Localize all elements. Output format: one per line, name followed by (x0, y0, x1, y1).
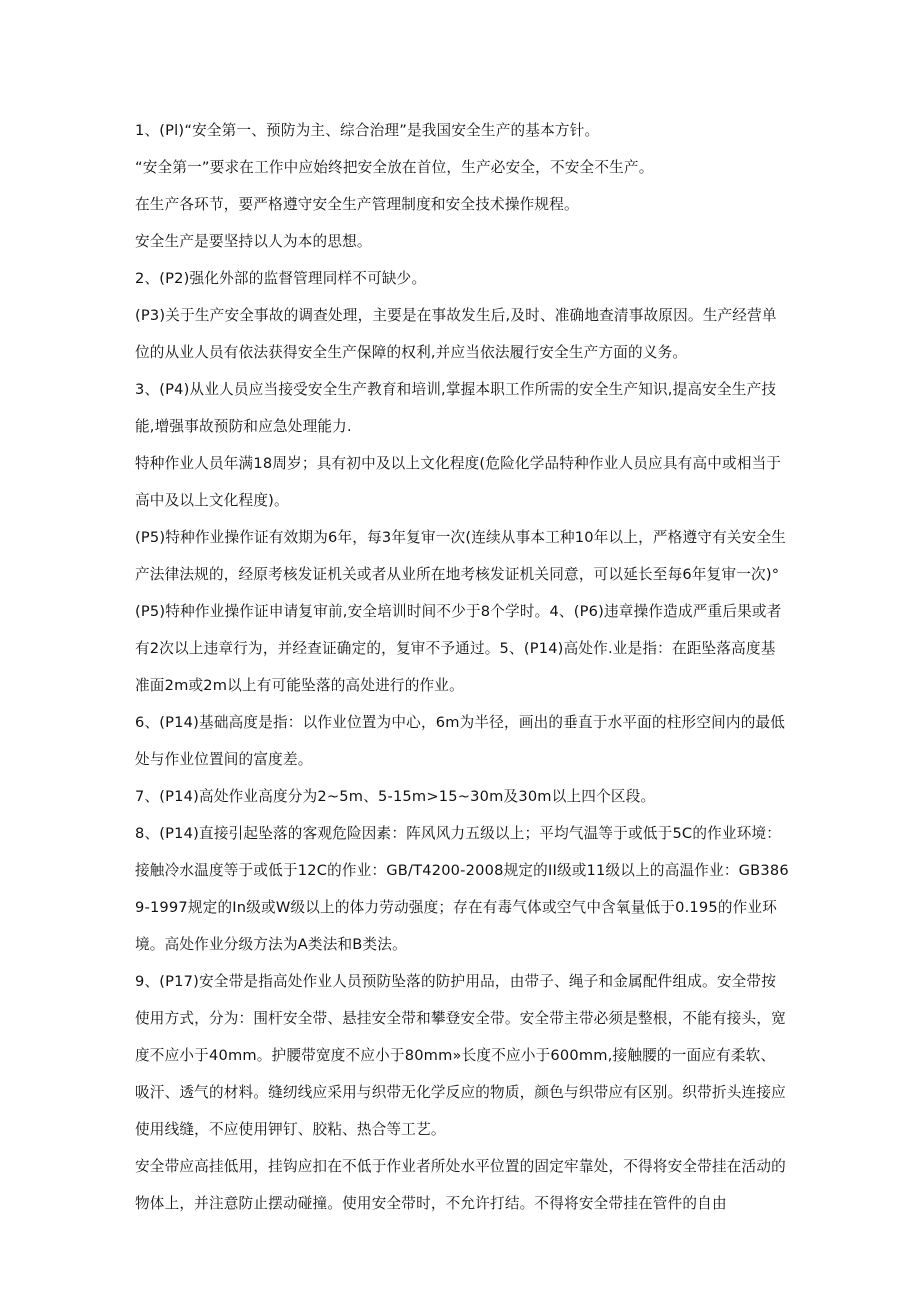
paragraph-10: 6、(P14)基础高度是指：以作业位置为中心，6m为半径，画出的垂直于水平面的柱形空间内的最低处与作业位置间的富度差。 (135, 714, 786, 768)
paragraph-5: 2、(P2)强化外部的监督管理同样不可缺少。 (135, 270, 427, 287)
paragraph-12: 8、(P14)直接引起坠落的客观危险因素：阵风风力五级以上；平均气温等于或低于5C的作业环境：接触冷水温度等于或低于12C的作业：GB/T4200-2008规定的II级或11级以上的高温作业：GB3869-1997规定的In级或W级以上的体力劳动强度；存在有毒气体或空气中含氧量低于0.195的作业环境。高处作业分级方法为A类法和B类法。 (135, 825, 789, 953)
paragraph-4: 安全生产是要坚持以人为本的思想。 (135, 233, 372, 250)
paragraph-3: 在生产各环节，要严格遵守安全生产管理制度和安全技术操作规程。 (135, 196, 579, 213)
paragraph-11: 7、(P14)高处作业高度分为2~5m、5-15m>15~30m及30m以上四个区段。 (135, 788, 656, 805)
paragraph-6: (P3)关于生产安全事故的调查处理，主要是在事故发生后,及时、准确地查清事故原因。生产经营单位的从业人员有依法获得安全生产保障的权利,并应当依法履行安全生产方面的义务。 (135, 307, 777, 361)
paragraph-13: 9、(P17)安全带是指高处作业人员预防坠落的防护用品，由带子、绳子和金属配件组成。安全带按使用方式，分为：围杆安全带、悬挂安全带和攀登安全带。安全带主带必须是整根，不能有接头，宽度不应小于40mm。护腰带宽度不应小于80mm»长度不应小于600mm,接触腰的一面应有柔软、吸汗、透气的材料。缝纫线应采用与织带无化学反应的物质，颜色与织带应有区别。织带折头连接应使用线缝，不应使用钾钉、胶粘、热合等工艺。 (135, 973, 786, 1138)
paragraph-1: 1、(Pl)“安全第一、预防为主、综合治理”是我国安全生产的基本方针。 (135, 122, 600, 139)
paragraph-7: 3、(P4)从业人员应当接受安全生产教育和培训,掌握本职工作所需的安全生产知识,提高安全生产技能,增强事故预防和应急处理能力. (135, 381, 777, 435)
paragraph-14: 安全带应高挂低用，挂钩应扣在不低于作业者所处水平位置的固定牢靠处，不得将安全带挂在活动的物体上，并注意防止摆动碰撞。使用安全带时，不允许打结。不得将安全带挂在管件的自由 (135, 1158, 786, 1212)
paragraph-8: 特种作业人员年满18周岁；具有初中及以上文化程度(危险化学品特种作业人员应具有高中或相当于高中及以上文化程度)。 (135, 455, 782, 509)
document-body (135, 112, 790, 1222)
paragraph-2: “安全第一”要求在工作中应始终把安全放在首位，生产必安全，不安全不生产。 (135, 159, 654, 176)
paragraph-9: (P5)特种作业操作证有效期为6年，每3年复审一次(连续从事本工种10年以上，严格遵守有关安全生产法律法规的，经原考核发证机关或者从业所在地考核发证机关同意，可以延长至每6年复审一次)°(P5)特种作业操作证申请复审前,安全培训时间不少于8个学时。4、(P6)违章操作造成严重后果或者有2次以上违章行为，并经查证确定的，复审不予通过。5、(P14)高处作.业是指：在距坠落高度基准面2m或2m以上有可能坠落的高处进行的作业。 (135, 529, 787, 694)
